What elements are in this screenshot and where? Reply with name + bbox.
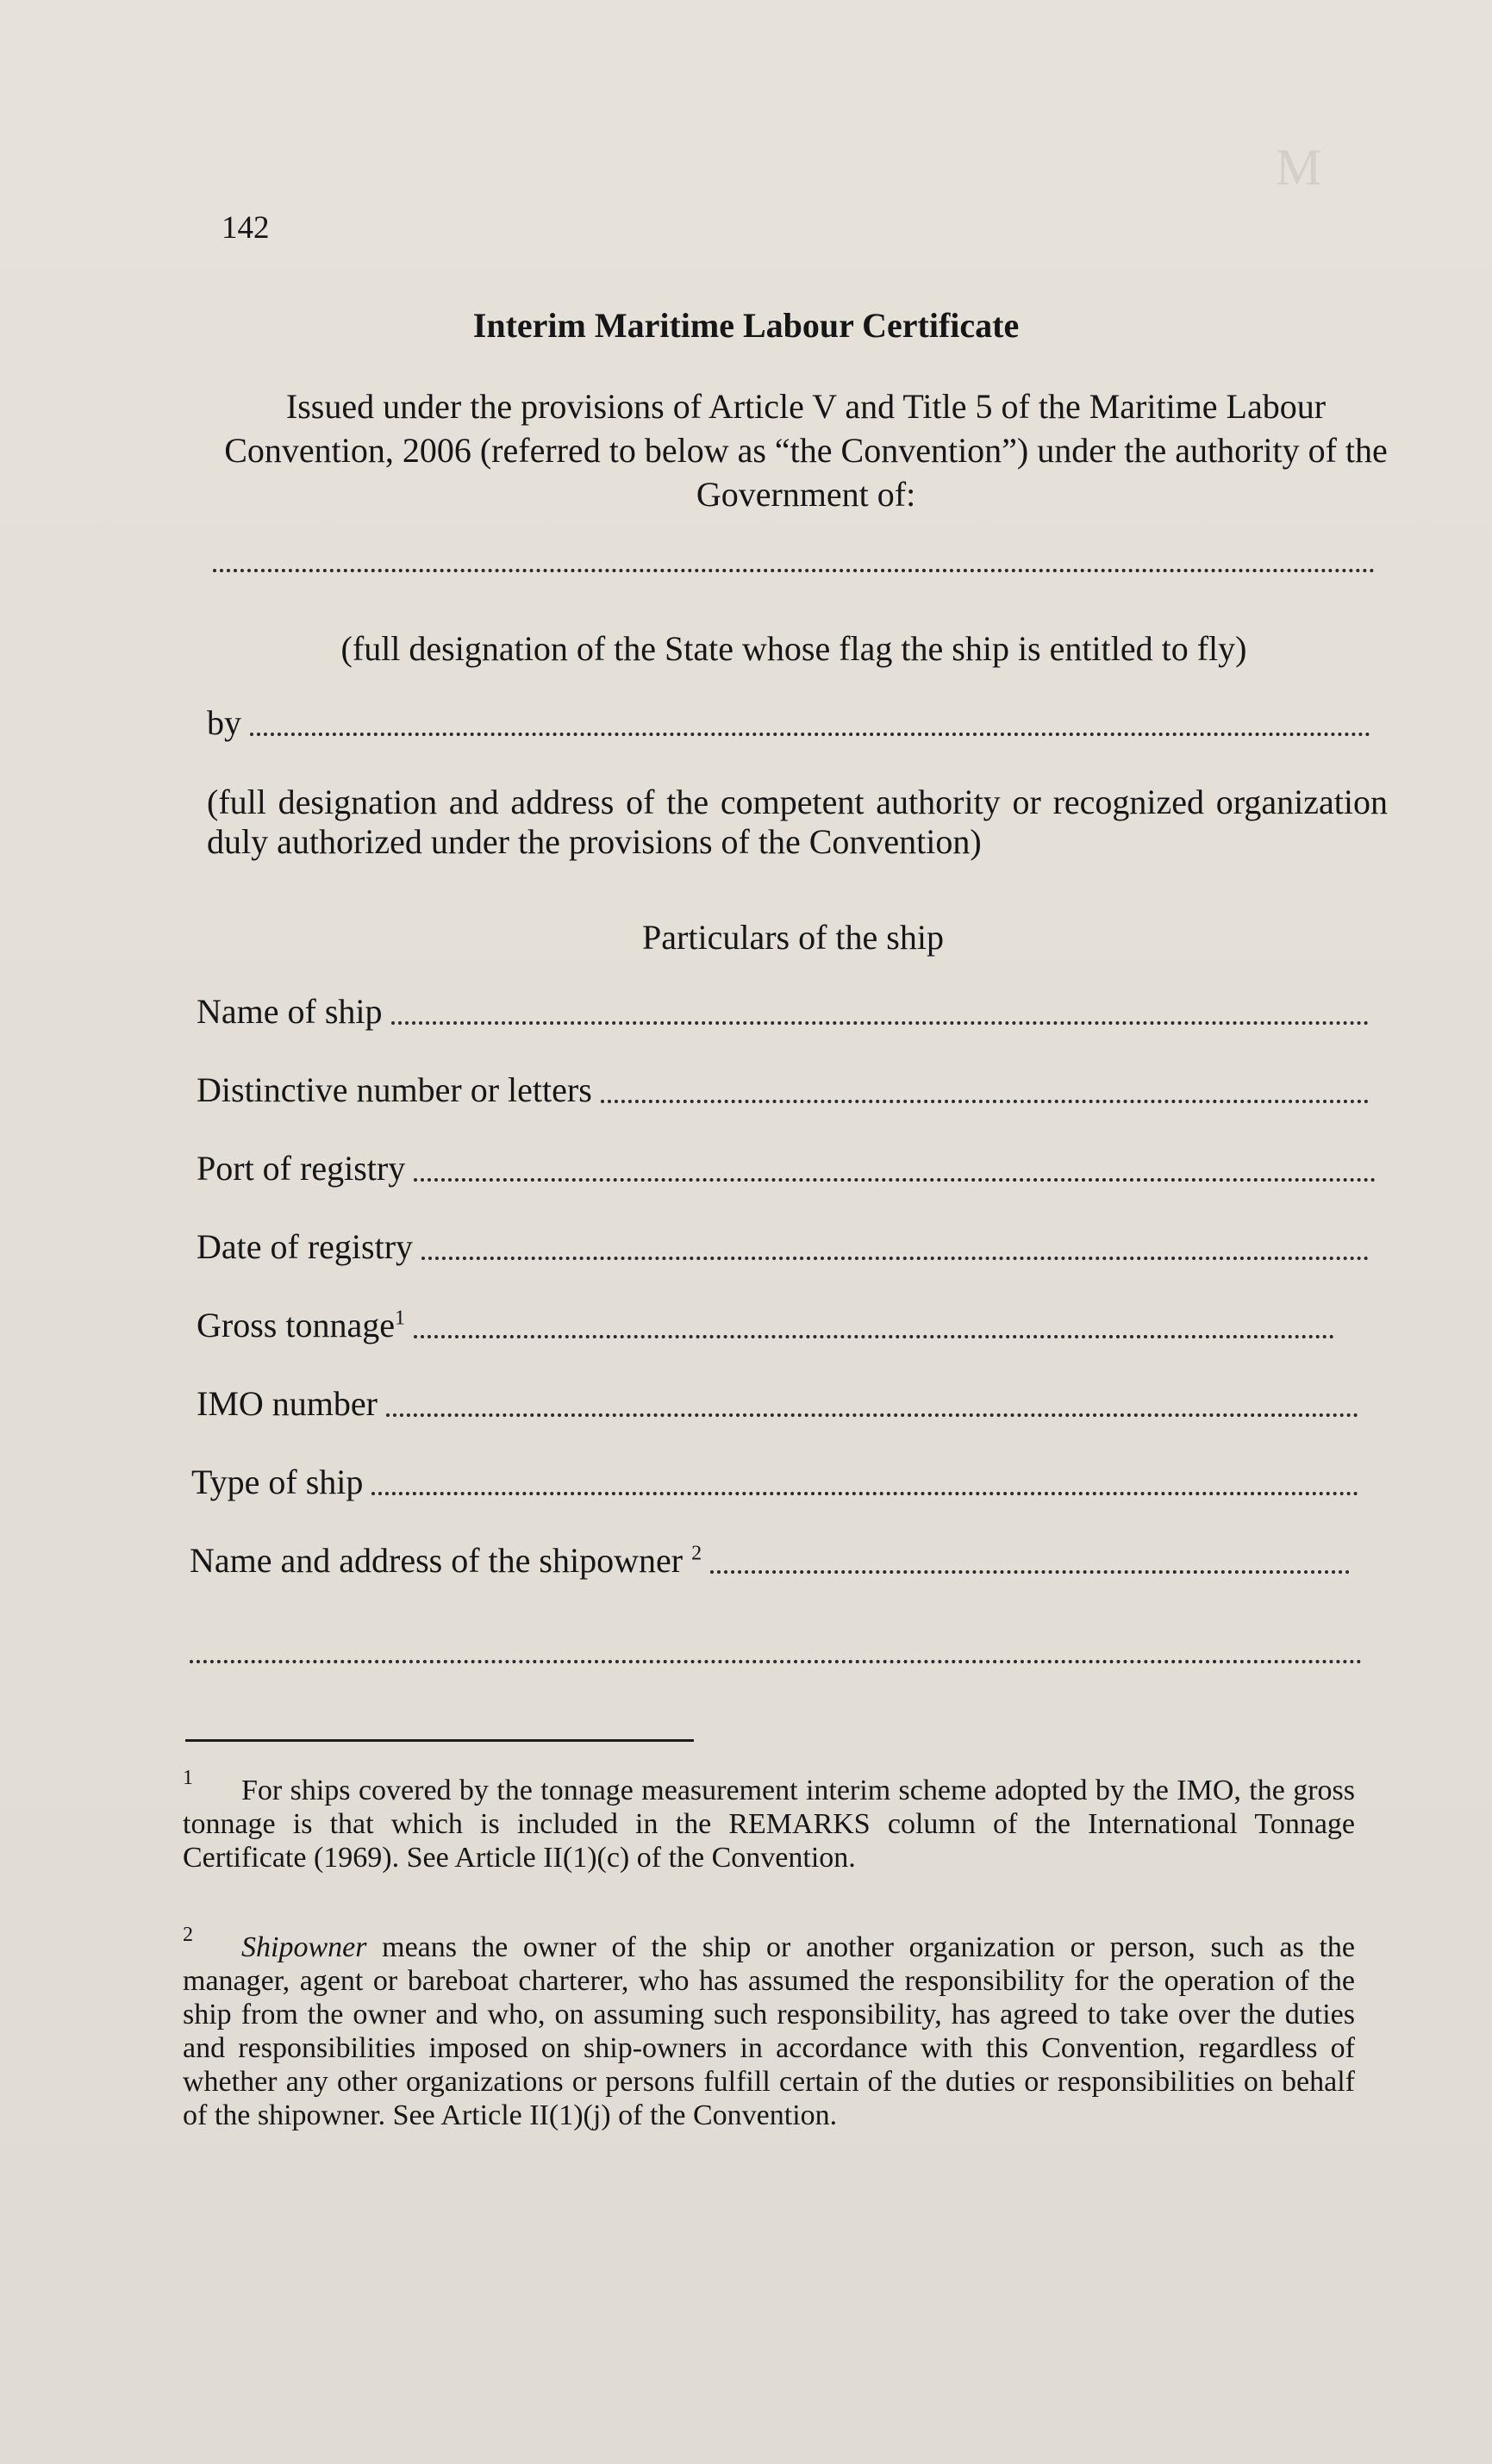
field-blank-line (414, 1335, 1334, 1338)
certificate-title: Interim Maritime Labour Certificate (472, 306, 1020, 345)
authority-blank-field (207, 700, 1370, 743)
field-label: Date of registry (197, 1227, 414, 1266)
field-name-of-ship (197, 989, 1369, 1032)
page-number: 142 (222, 210, 270, 246)
field-label: Name of ship (197, 992, 383, 1031)
field-label: IMO number (197, 1384, 378, 1423)
by-label: by (207, 703, 241, 742)
particulars-heading: Particulars of the ship (642, 918, 944, 957)
intro-paragraph: Issued under the provisions of Article V and Title 5 of the Maritime Labour Convention, 2006 (referred to below as “the Convention”) under the authority of the Government of: (224, 387, 1388, 514)
field-distinctive-number (197, 1067, 1369, 1110)
field-blank-line (386, 1413, 1358, 1417)
field-gross-tonnage (197, 1302, 1334, 1345)
field-label: Gross tonnage (197, 1306, 395, 1344)
footnote-number: 1 (183, 1767, 193, 1789)
field-blank-line (421, 1257, 1369, 1260)
field-type-of-ship (191, 1459, 1358, 1502)
flag-state-caption: (full designation of the State whose flag the ship is entitled to fly) (340, 629, 1247, 668)
bleed-through-mark: M (1276, 139, 1326, 196)
field-blank-line (371, 1492, 1358, 1495)
footnote-text: For ships covered by the tonnage measurement interim scheme adopted by the IMO, the gross tonnage is that which is included in the REMARKS column of the International Tonnage Certificate (1969). See Article II(1)(c) of the Convention. (183, 1775, 1355, 1874)
field-blank-line (601, 1100, 1369, 1103)
field-shipowner (190, 1538, 1350, 1581)
field-blank-line (414, 1178, 1376, 1182)
footnote-ref: 2 (691, 1542, 702, 1565)
field-port-of-registry (197, 1145, 1376, 1188)
field-label: Type of ship (191, 1463, 364, 1501)
footnote-ref: 1 (394, 1307, 405, 1330)
authority-blank-line (250, 733, 1370, 736)
footnote-term: Shipowner (241, 1931, 367, 1963)
field-date-of-registry (197, 1224, 1369, 1267)
authority-caption: (full designation and address of the competent authority or recognized organization duly authorized under the provisions of the Convention) (207, 783, 1388, 861)
field-label: Name and address of the shipowner (190, 1541, 692, 1580)
footnote-separator (185, 1739, 694, 1742)
field-label: Port of registry (197, 1149, 406, 1188)
field-blank-line (710, 1570, 1350, 1574)
shipowner-second-blank-line (190, 1660, 1362, 1663)
footnote-text: means the owner of the ship or another organization or person, such as the manager, agent or bareboat charterer, who has assumed the responsibility for the operation of the ship from the owner and who, on assuming such responsibility, has agreed to take over the duties and responsibilities imposed on ship-owners in accordance with this Convention, regardless of whether any other organizations or persons fulfill certain of the duties or responsibilities on behalf of the shipowner. See Article II(1)(j) of the Convention. (183, 1931, 1355, 2131)
footnote-number: 2 (183, 1924, 193, 1946)
field-label: Distinctive number or letters (197, 1070, 592, 1109)
footnote-2 (183, 1924, 1355, 2132)
field-blank-line (391, 1021, 1369, 1025)
field-imo-number (197, 1381, 1358, 1424)
flag-state-blank-line (213, 569, 1375, 572)
footnote-1 (183, 1767, 1355, 1875)
